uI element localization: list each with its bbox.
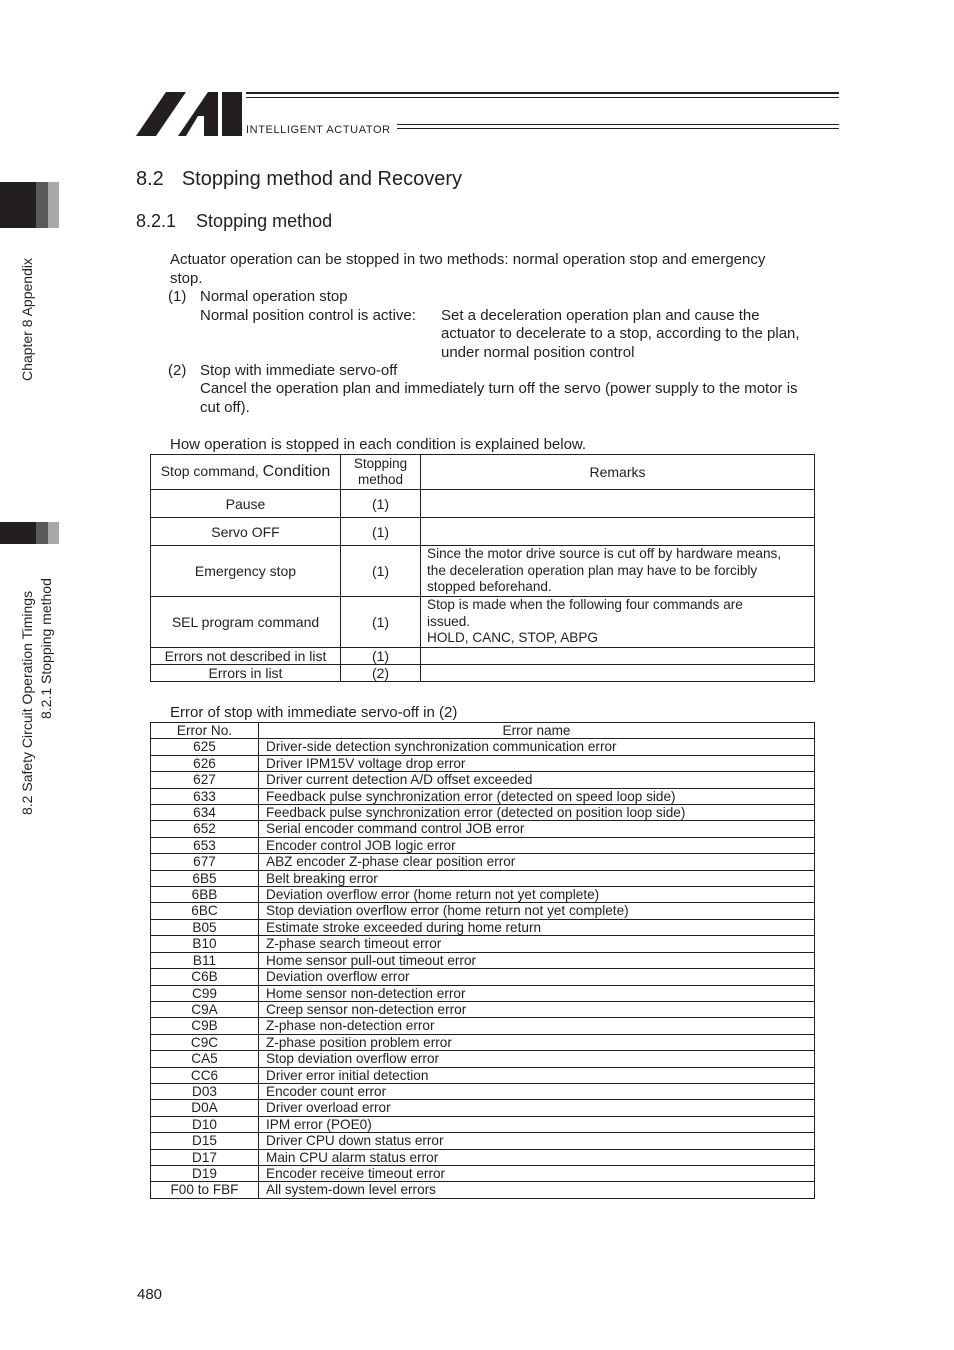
error-no-cell: C6B xyxy=(151,969,259,985)
section-title xyxy=(136,168,462,191)
error-name-cell: Serial encoder command control JOB error xyxy=(259,821,815,837)
table-row xyxy=(151,648,815,665)
error-table-header xyxy=(151,723,815,739)
table-row xyxy=(151,1165,815,1181)
condition-header-word: Condition xyxy=(262,463,331,480)
table-row xyxy=(151,1034,815,1050)
error-no-cell: C9A xyxy=(151,1001,259,1017)
error-name-cell: Encoder receive timeout error xyxy=(259,1165,815,1181)
table-row xyxy=(151,837,815,853)
method-header-line2: method xyxy=(357,472,404,487)
table-row xyxy=(151,1149,815,1165)
remarks-cell xyxy=(421,665,815,682)
table-row xyxy=(151,518,815,546)
intro-line-1: Actuator operation can be stopped in two methods: normal operation stop and emergency xyxy=(170,251,766,268)
error-no-cell: D19 xyxy=(151,1165,259,1181)
error-no-cell: 677 xyxy=(151,854,259,870)
table-row xyxy=(151,1083,815,1099)
condition-cell: SEL program command xyxy=(151,597,341,648)
table-row xyxy=(151,1133,815,1149)
error-no-cell: 653 xyxy=(151,837,259,853)
error-no-cell: B11 xyxy=(151,952,259,968)
item2-number: (2) xyxy=(168,362,187,379)
section-tab-shade-2 xyxy=(48,522,59,544)
remarks-cell xyxy=(421,546,815,597)
remarks-header: Remarks xyxy=(421,455,815,490)
stop-table-header xyxy=(151,455,815,490)
method-header xyxy=(341,455,421,490)
remarks-cell xyxy=(421,518,815,546)
table-row xyxy=(151,969,815,985)
header-rule-bottom-1 xyxy=(397,124,839,125)
table-row xyxy=(151,805,815,821)
error-no-cell: 6B5 xyxy=(151,870,259,886)
error-no-cell: B10 xyxy=(151,936,259,952)
table-row xyxy=(151,821,815,837)
table-row xyxy=(151,665,815,682)
table-row xyxy=(151,546,815,597)
error-rows xyxy=(151,739,815,1198)
error-name-cell: Driver error initial detection xyxy=(259,1067,815,1083)
chapter-tab-shade-2 xyxy=(48,182,59,228)
table-row xyxy=(151,1116,815,1132)
error-name-cell: All system-down level errors xyxy=(259,1182,815,1198)
item2-desc-1: Cancel the operation plan and immediately turn off the servo (power supply to the motor is xyxy=(200,380,798,397)
error-no-cell: 626 xyxy=(151,755,259,771)
table-intro: How operation is stopped in each condition is explained below. xyxy=(170,436,587,453)
stop-method-table xyxy=(150,454,815,682)
error-name-cell: Encoder count error xyxy=(259,1083,815,1099)
error-no-cell: CA5 xyxy=(151,1051,259,1067)
error-name-cell: Estimate stroke exceeded during home return xyxy=(259,919,815,935)
error-no-cell: D10 xyxy=(151,1116,259,1132)
remarks-line: Since the motor drive source is cut off by hardware means, xyxy=(427,546,782,562)
chapter-tab-shade-1 xyxy=(36,182,48,228)
error-name-cell: Stop deviation overflow error (home return not yet complete) xyxy=(259,903,815,919)
table-row xyxy=(151,597,815,648)
condition-cell: Pause xyxy=(151,490,341,518)
method-cell: (1) xyxy=(341,518,421,546)
section-label-line2: 8.2.1 Stopping method xyxy=(38,578,54,719)
error-no-cell: D17 xyxy=(151,1149,259,1165)
header-rule-bottom-2 xyxy=(397,128,839,129)
table-row xyxy=(151,870,815,886)
error-name-cell: Home sensor pull-out timeout error xyxy=(259,952,815,968)
error-name-cell: Feedback pulse synchronization error (detected on speed loop side) xyxy=(259,788,815,804)
remarks-line: issued. xyxy=(427,613,471,629)
table-row xyxy=(151,1051,815,1067)
error-name-cell: Stop deviation overflow error xyxy=(259,1051,815,1067)
header-rule-top-1 xyxy=(246,92,839,94)
error-name-cell: IPM error (POE0) xyxy=(259,1116,815,1132)
item1-label: Normal position control is active: xyxy=(200,307,416,324)
error-no-cell: B05 xyxy=(151,919,259,935)
section-tab-shade-1 xyxy=(36,522,48,544)
error-no-cell: C9B xyxy=(151,1018,259,1034)
error-name-cell: Deviation overflow error xyxy=(259,969,815,985)
error-name-cell: Main CPU alarm status error xyxy=(259,1149,815,1165)
table-row xyxy=(151,1001,815,1017)
table-row xyxy=(151,936,815,952)
table-row xyxy=(151,490,815,518)
page-number: 480 xyxy=(137,1286,163,1303)
method-cell: (1) xyxy=(341,597,421,648)
remarks-line: the deceleration operation plan may have to be forcibly xyxy=(427,562,758,578)
section-number: 8.2 xyxy=(136,168,164,190)
logo-text: INTELLIGENT ACTUATOR xyxy=(246,124,391,136)
error-no-cell: D03 xyxy=(151,1083,259,1099)
item1-desc-3: under normal position control xyxy=(441,344,635,361)
iai-logo xyxy=(136,92,244,136)
condition-header-prefix: Stop command, xyxy=(160,463,263,479)
error-name-cell: Driver-side detection synchronization communication error xyxy=(259,739,815,755)
section-title-text: Stopping method and Recovery xyxy=(181,168,462,190)
condition-cell: Errors not described in list xyxy=(151,648,341,665)
item2-title: Stop with immediate servo-off xyxy=(200,362,398,379)
error-no-cell: CC6 xyxy=(151,1067,259,1083)
table-row xyxy=(151,887,815,903)
error-name-cell: Z-phase search timeout error xyxy=(259,936,815,952)
table-row xyxy=(151,854,815,870)
condition-cell: Errors in list xyxy=(151,665,341,682)
error-name-cell: Z-phase position problem error xyxy=(259,1034,815,1050)
condition-cell: Emergency stop xyxy=(151,546,341,597)
error-no-cell: D0A xyxy=(151,1100,259,1116)
error-no-cell: C99 xyxy=(151,985,259,1001)
method-cell: (1) xyxy=(341,546,421,597)
condition-cell: Servo OFF xyxy=(151,518,341,546)
table-row xyxy=(151,772,815,788)
remarks-cell xyxy=(421,490,815,518)
table-row xyxy=(151,739,815,755)
error-no-header: Error No. xyxy=(151,723,259,739)
error-no-cell: 652 xyxy=(151,821,259,837)
remarks-cell xyxy=(421,597,815,648)
header-rule-top-2 xyxy=(246,97,839,98)
table-row xyxy=(151,1067,815,1083)
error-no-cell: 633 xyxy=(151,788,259,804)
table-row xyxy=(151,755,815,771)
method-cell: (2) xyxy=(341,665,421,682)
error-no-cell: 6BB xyxy=(151,887,259,903)
error-table-caption: Error of stop with immediate servo-off in (2) xyxy=(170,704,458,721)
table-row xyxy=(151,788,815,804)
error-no-cell: C9C xyxy=(151,1034,259,1050)
error-name-cell: Driver IPM15V voltage drop error xyxy=(259,755,815,771)
intro-line-2: stop. xyxy=(170,270,203,287)
error-no-cell: 6BC xyxy=(151,903,259,919)
table-row xyxy=(151,1018,815,1034)
table-row xyxy=(151,919,815,935)
item1-desc-1: Set a deceleration operation plan and cause the xyxy=(441,307,760,324)
table-row xyxy=(151,985,815,1001)
remarks-cell xyxy=(421,648,815,665)
error-name-cell: Creep sensor non-detection error xyxy=(259,1001,815,1017)
error-no-cell: 627 xyxy=(151,772,259,788)
error-name-header: Error name xyxy=(259,723,815,739)
error-name-cell: Feedback pulse synchronization error (detected on position loop side) xyxy=(259,805,815,821)
error-name-cell: Deviation overflow error (home return not yet complete) xyxy=(259,887,815,903)
error-name-cell: Belt breaking error xyxy=(259,870,815,886)
error-name-cell: Driver overload error xyxy=(259,1100,815,1116)
chapter-tab xyxy=(0,182,36,228)
subsection-title xyxy=(136,211,332,232)
remarks-line: stopped beforehand. xyxy=(427,579,552,595)
chapter-label: Chapter 8 Appendix xyxy=(19,258,35,381)
method-cell: (1) xyxy=(341,648,421,665)
remarks-line: Stop is made when the following four commands are xyxy=(427,597,743,613)
error-name-cell: Driver current detection A/D offset exceeded xyxy=(259,772,815,788)
section-tab xyxy=(0,522,36,544)
method-header-line1: Stopping xyxy=(353,456,408,471)
item1-title: Normal operation stop xyxy=(200,288,348,305)
error-no-cell: F00 to FBF xyxy=(151,1182,259,1198)
table-row xyxy=(151,1182,815,1198)
method-cell: (1) xyxy=(341,490,421,518)
error-no-cell: D15 xyxy=(151,1133,259,1149)
error-name-cell: Z-phase non-detection error xyxy=(259,1018,815,1034)
item1-number: (1) xyxy=(168,288,187,305)
error-name-cell: Driver CPU down status error xyxy=(259,1133,815,1149)
subsection-number: 8.2.1 xyxy=(136,211,177,231)
error-name-cell: Encoder control JOB logic error xyxy=(259,837,815,853)
table-row xyxy=(151,1100,815,1116)
section-label-line1: 8.2 Safety Circuit Operation Timings xyxy=(19,590,35,815)
error-no-cell: 625 xyxy=(151,739,259,755)
condition-header xyxy=(151,455,341,490)
table-row xyxy=(151,952,815,968)
table-row xyxy=(151,903,815,919)
subsection-title-text: Stopping method xyxy=(196,211,333,231)
item2-desc-2: cut off). xyxy=(200,399,250,416)
error-table xyxy=(150,722,815,1199)
item1-desc-2: actuator to decelerate to a stop, according to the plan, xyxy=(441,325,800,342)
error-name-cell: ABZ encoder Z-phase clear position error xyxy=(259,854,815,870)
remarks-line: HOLD, CANC, STOP, ABPG xyxy=(427,630,598,646)
error-name-cell: Home sensor non-detection error xyxy=(259,985,815,1001)
error-no-cell: 634 xyxy=(151,805,259,821)
